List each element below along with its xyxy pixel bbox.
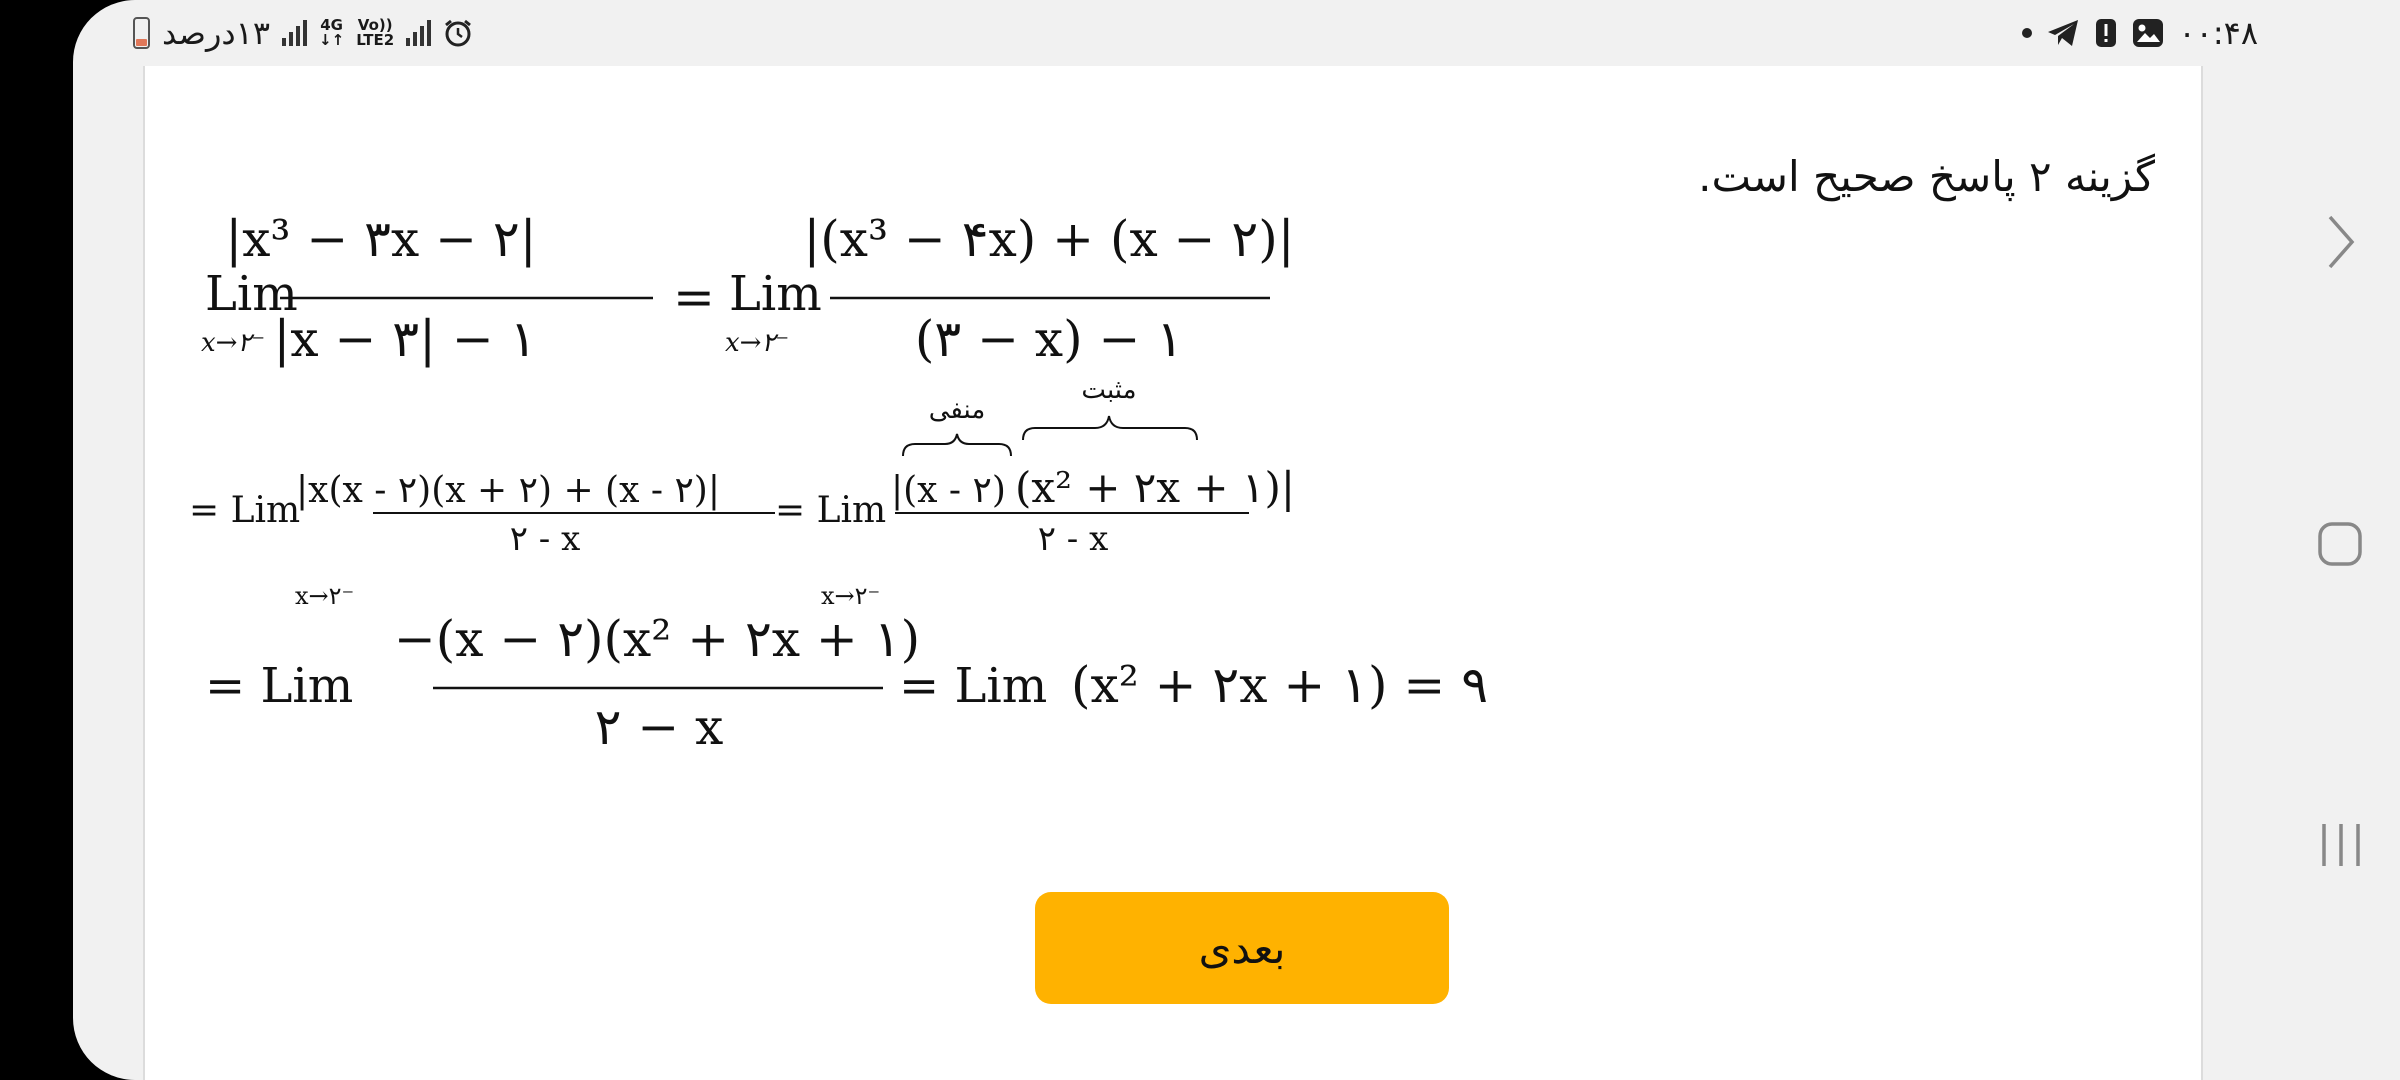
clock: ۰۰:۴۸ — [2178, 14, 2258, 52]
recents-icon[interactable] — [2318, 822, 2364, 868]
navigation-bar — [2280, 0, 2400, 1080]
network-type: 4G ↓↑ — [319, 16, 345, 49]
math-solution — [145, 66, 1489, 786]
brace-positive — [1023, 416, 1197, 440]
chevron-right-icon[interactable] — [2320, 212, 2360, 272]
status-bar — [73, 0, 2263, 66]
battery-icon — [133, 17, 150, 49]
line3-den: ۲ − x — [594, 698, 724, 756]
next-button[interactable]: بعدی — [1035, 892, 1449, 1004]
line2-num2a: |(x - ۲) — [891, 470, 1006, 511]
brace-negative — [903, 434, 1011, 456]
alert-icon — [2094, 18, 2118, 48]
line1-num2: |(x³ − ۴x) + (x − ۲)| — [803, 210, 1295, 268]
line3-eq: = Lim — [205, 658, 354, 714]
line1-den: |x − ۳| − ۱ — [273, 310, 537, 368]
line2-num: |x(x - ۲)(x + ۲) + (x - ۲)| — [296, 470, 720, 511]
alarm-icon — [443, 18, 473, 48]
battery-text: ۱۳درصد — [162, 14, 271, 52]
line2-den: ۲ - x — [509, 519, 581, 559]
line2-sub: x→۲⁻ — [295, 582, 355, 610]
line1-den2: (۳ − x) − ۱ — [914, 310, 1184, 368]
line1-eq: = — [673, 268, 715, 326]
screen — [73, 0, 2400, 1080]
line3-num: −(x − ۲)(x² + ۲x + ۱) — [393, 610, 921, 668]
line3-eq2: = Lim — [899, 658, 1048, 714]
line1-sub: x→۲⁻ — [201, 328, 266, 358]
line2-eq2: = Lim — [775, 490, 887, 531]
line3-expr: (x² + ۲x + ۱) = ۹ — [1071, 656, 1489, 714]
line1-lim: Lim — [205, 266, 298, 322]
line2-sub2: x→۲⁻ — [821, 582, 881, 610]
line2-num2b: (x² + ۲x + ۱)| — [1015, 463, 1296, 512]
line1-sub2: x→۲⁻ — [725, 328, 790, 358]
line1-lim2: Lim — [729, 266, 822, 322]
signal-icon — [282, 20, 307, 46]
telegram-icon — [2046, 18, 2080, 48]
signal-icon-2 — [406, 20, 431, 46]
label-negative: منفی — [928, 395, 986, 425]
status-right — [2022, 14, 2258, 52]
volte-indicator: Vo)) LTE2 — [356, 16, 395, 49]
line2-den2: ۲ - x — [1037, 519, 1109, 559]
line1-num: |x³ − ۳x − ۲| — [225, 210, 537, 268]
status-left — [133, 14, 473, 52]
gallery-icon — [2132, 18, 2164, 48]
notification-dot-icon — [2022, 28, 2032, 38]
answer-text: گزینه ۲ پاسخ صحیح است. — [1698, 152, 2155, 201]
content-area — [143, 66, 2203, 1080]
label-positive: مثبت — [1081, 375, 1137, 405]
home-square-icon[interactable] — [2316, 520, 2364, 568]
line2-eq: = Lim — [189, 490, 301, 531]
